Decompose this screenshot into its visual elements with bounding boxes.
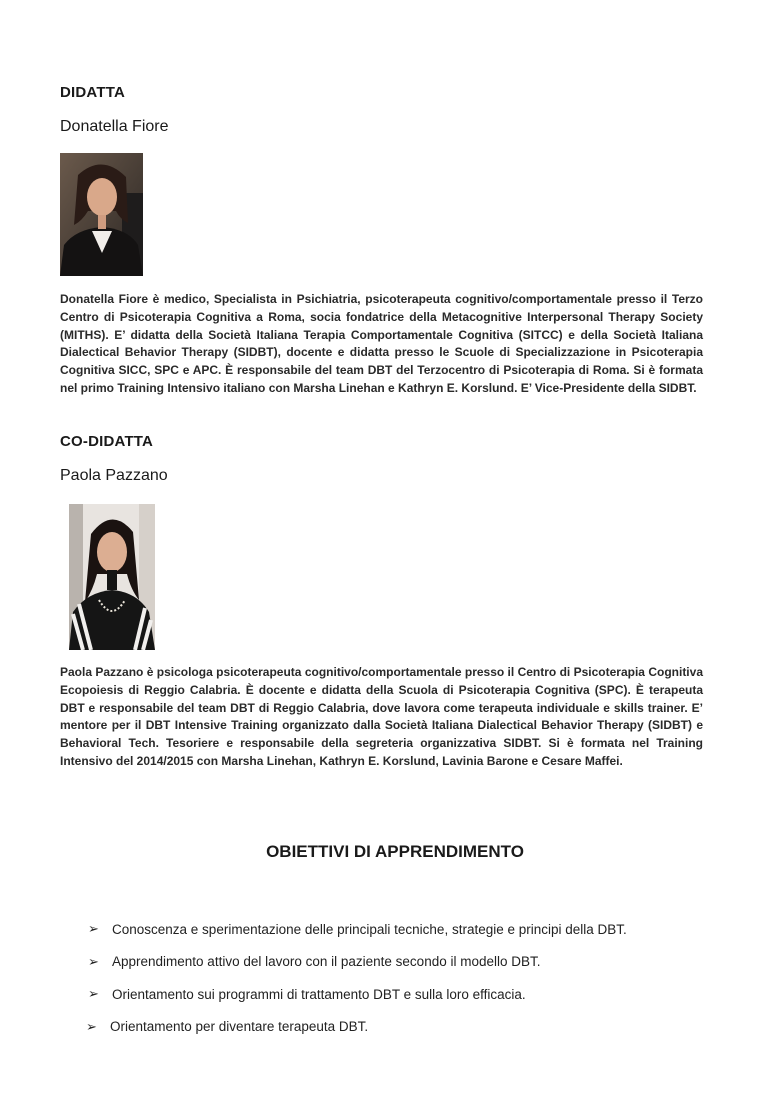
objectives-title: OBIETTIVI DI APPRENDIMENTO: [266, 842, 524, 861]
objective-text: Conoscenza e sperimentazione delle principali tecniche, strategie e principi della DBT.: [112, 921, 627, 937]
portrait-photo-pazzano: [69, 504, 155, 650]
list-item: [88, 946, 627, 979]
objective-text: Orientamento sui programmi di trattamento DBT e sulla loro efficacia.: [112, 986, 526, 1002]
arrowhead-bullet-icon: ➢: [88, 921, 99, 937]
arrowhead-bullet-icon: ➢: [86, 1018, 97, 1034]
section-heading-didatta: DIDATTA: [60, 84, 125, 101]
bio-fiore: Donatella Fiore è medico, Specialista in Psichiatria, psicoterapeuta cognitivo/comportamentale presso il Terzo Centro di Psicoterapia Cognitiva a Roma, socia fondatrice della Metacognitive Interpersonal Therapy Society (MITHS). E’ didatta della Società Italiana Terapia Comportamentale Cognitiva (SITCC) e della Società Italiana Dialectical Behavior Therapy (SIDBT), docente e didatta presso le Scuole di Specializzazione in Psicoterapia Cognitiva SICC, SPC e APC. È responsabile del team DBT del Terzocentro di Psicoterapia di Roma. Si è formata nel primo Training Intensivo italiano con Marsha Linehan e Kathryn E. Korslund. E’ Vice-Presidente della SIDBT.: [60, 292, 703, 395]
objective-text: Apprendimento attivo del lavoro con il paziente secondo il modello DBT.: [112, 954, 541, 970]
arrowhead-bullet-icon: ➢: [88, 986, 99, 1002]
person-name-pazzano: Paola Pazzano: [60, 467, 168, 484]
list-item: [88, 913, 627, 946]
list-item: [88, 978, 627, 1011]
objective-text: Orientamento per diventare terapeuta DBT.: [110, 1019, 369, 1035]
objectives-list: [88, 913, 627, 1043]
portrait-photo-fiore: [60, 153, 143, 276]
section-heading-co-didatta: CO-DIDATTA: [60, 433, 154, 450]
arrowhead-bullet-icon: ➢: [88, 953, 99, 969]
person-name-fiore: Donatella Fiore: [60, 118, 169, 135]
bio-pazzano: Paola Pazzano è psicologa psicoterapeuta cognitivo/comportamentale presso il Centro di Psicoterapia Cognitiva Ecopoiesis di Reggio Calabria. È docente e didatta della Scuola di Psicoterapia Cognitiva (SPC). È terapeuta DBT e responsabile del team DBT di Reggio Calabria, dove lavora come terapeuta individuale e skills trainer. E’ mentore per il DBT Intensive Training organizzato dalla Società Italiana Dialectical Behavior Therapy (SIDBT) e Behavioral Tech. Tesoriere e responsabile della segreteria organizzativa SIDBT. Si è formata nel Training Intensivo del 2014/2015 con Marsha Linehan, Kathryn E. Korslund, Lavinia Barone e Cesare Maffei.: [60, 665, 703, 768]
list-item: [86, 1011, 627, 1044]
